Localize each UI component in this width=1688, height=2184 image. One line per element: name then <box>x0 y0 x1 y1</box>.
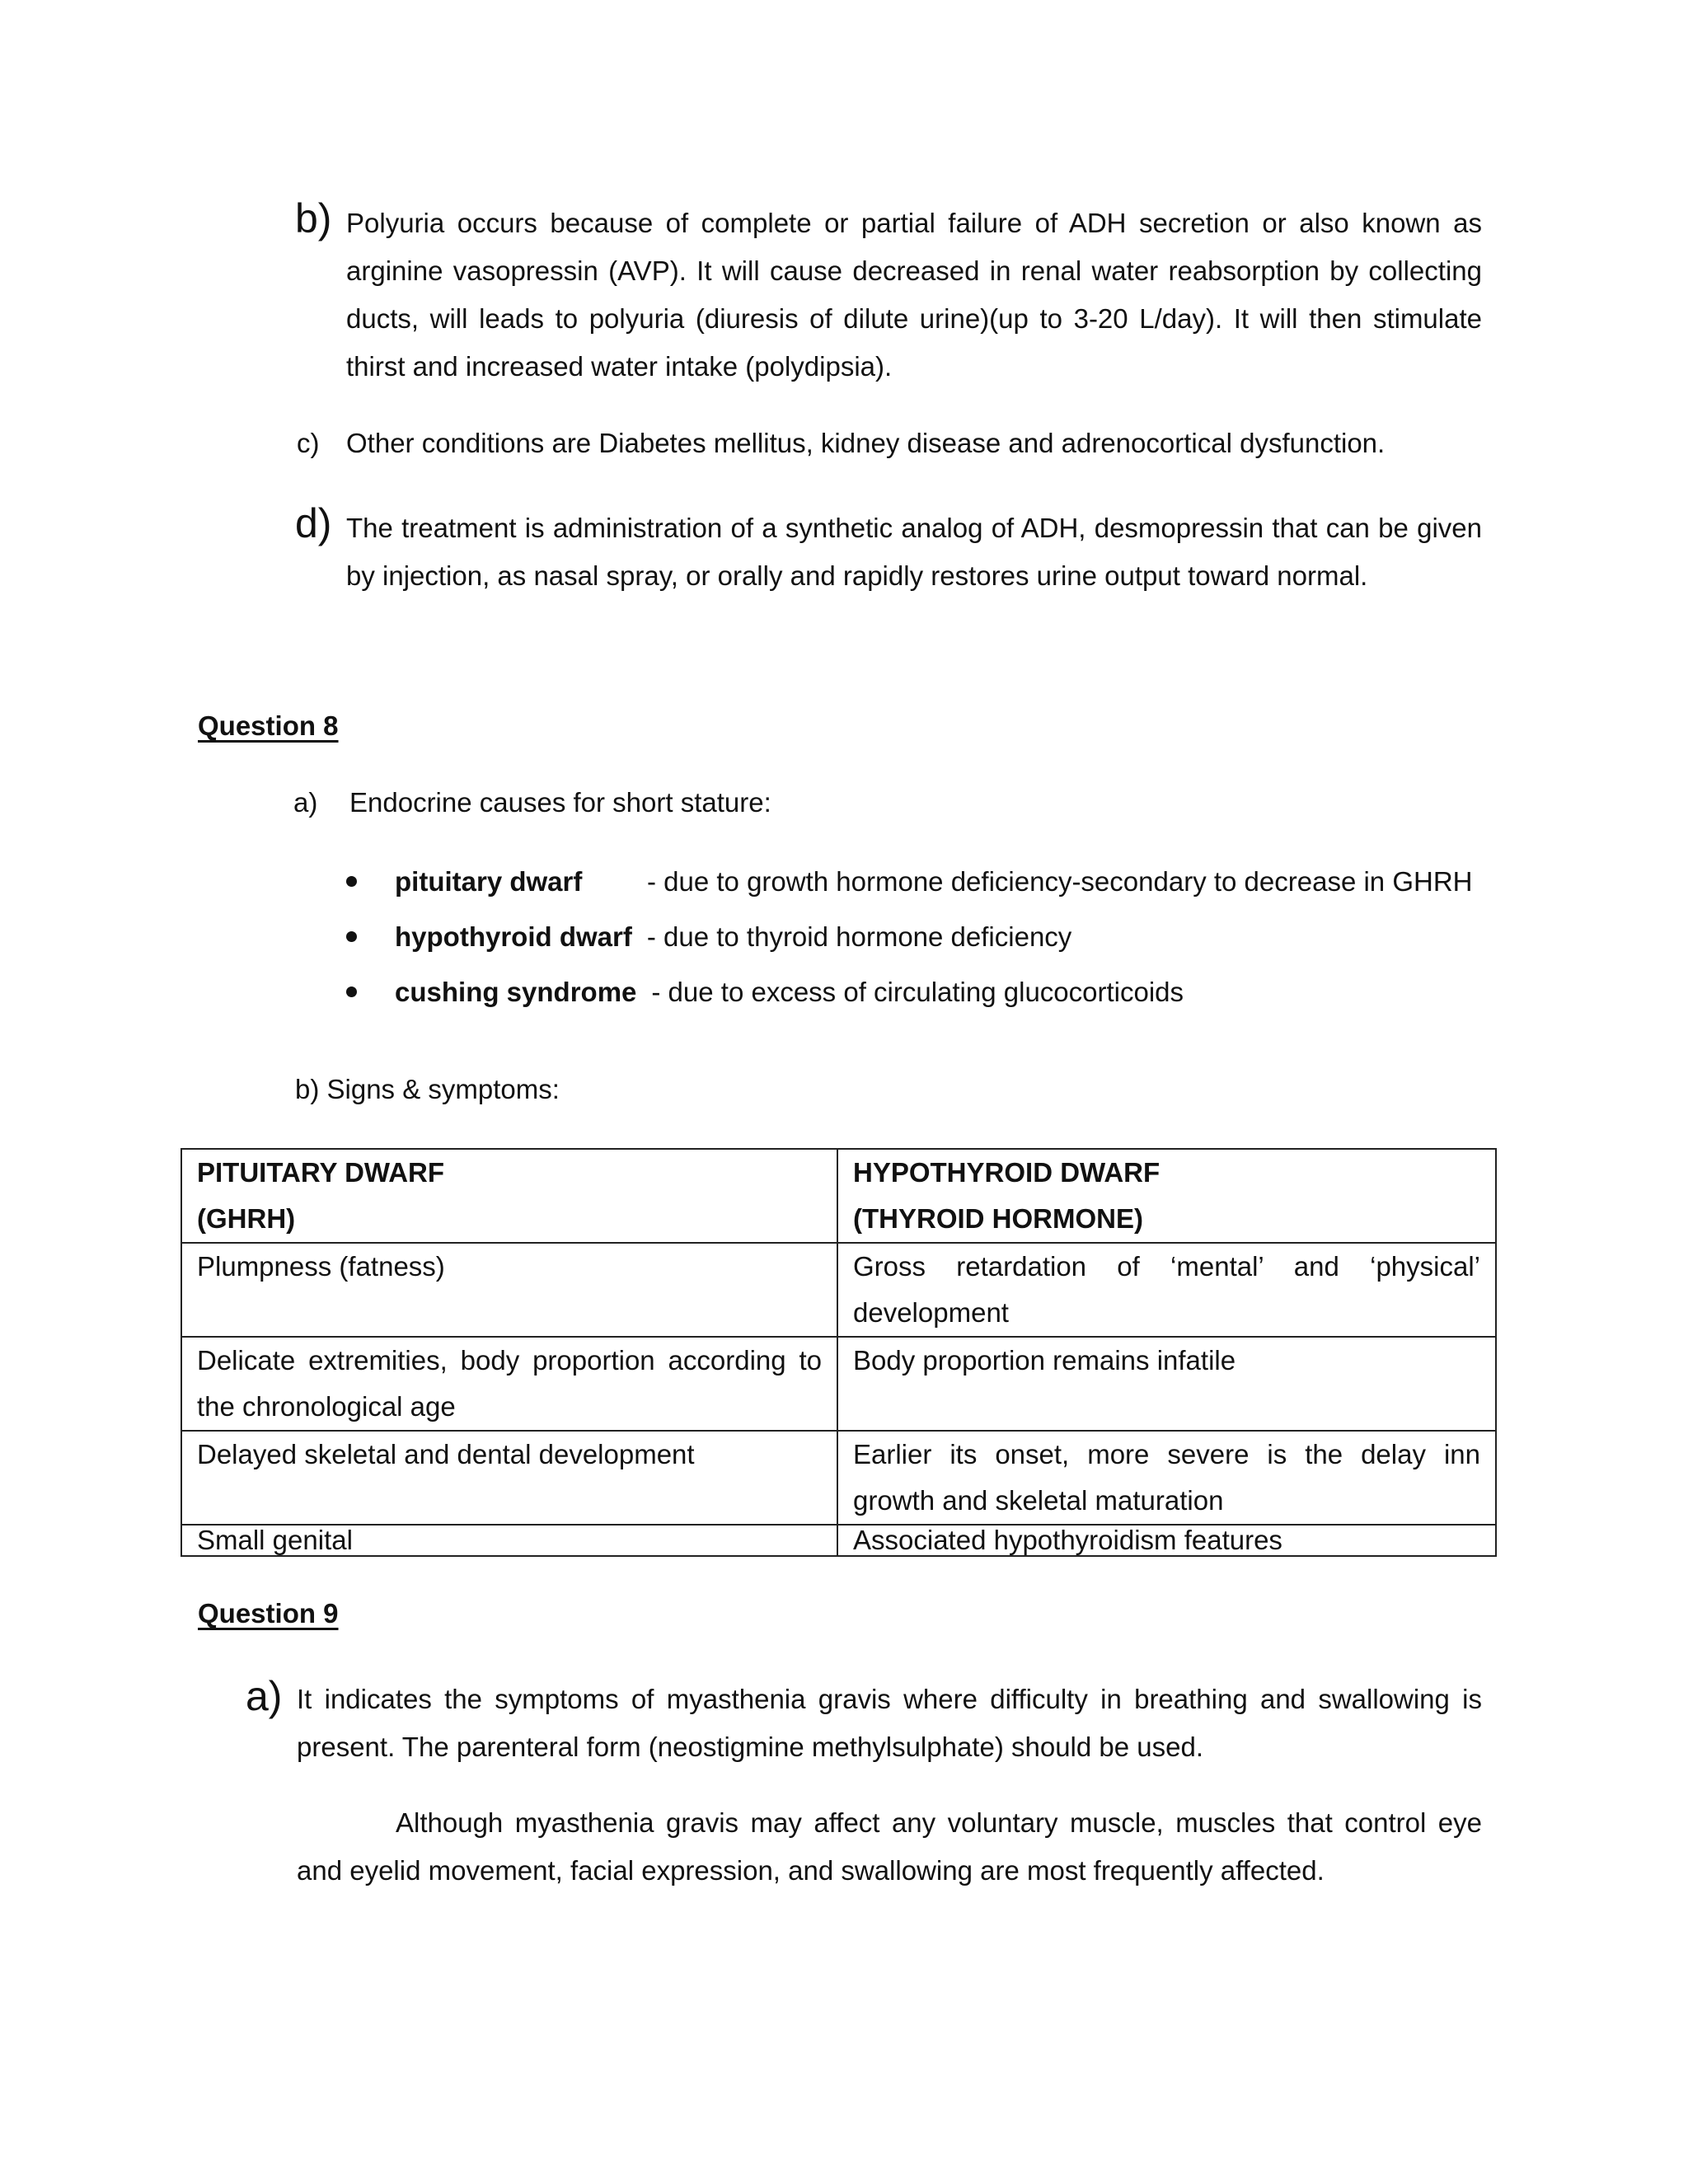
header-line: PITUITARY DWARF <box>197 1157 445 1188</box>
table-cell: Delayed skeletal and dental development <box>181 1431 837 1525</box>
table-row <box>181 1525 1496 1556</box>
table-cell: Small genital <box>181 1525 837 1556</box>
header-line: (GHRH) <box>197 1203 296 1234</box>
bullet-term: hypothyroid dwarf <box>395 921 632 952</box>
bullet-desc: - due to thyroid hormone deficiency <box>646 921 1072 952</box>
bullet-icon <box>346 931 357 942</box>
table-cell: Body proportion remains infatile <box>837 1337 1496 1431</box>
q8-a-text: Endocrine causes for short stature: <box>349 787 771 818</box>
bullet-desc: - due to growth hormone deficiency-secondary to decrease in GHRH <box>647 866 1473 897</box>
item-d-marker: d) <box>295 500 332 546</box>
table-cell: Associated hypothyroidism features <box>837 1525 1496 1556</box>
item-b-text: Polyuria occurs because of complete or partial failure of ADH secretion or also known as arginine vasopressin (AVP). It will cause decreased in renal water reabsorption by collecting ducts, will leads to polyuria (diuresis of dilute urine)(up to 3-20 L/day). It will then stimulate thirst and increased water intake (polydipsia). <box>346 208 1482 382</box>
bullet-term: pituitary dwarf <box>395 866 583 897</box>
q8-a-marker: a) <box>293 787 318 818</box>
q8-b-text: b) Signs & symptoms: <box>295 1074 560 1104</box>
bullet-item <box>346 857 1473 907</box>
question-8-heading: Question 8 <box>198 710 339 741</box>
item-c-marker: c) <box>297 428 320 458</box>
table-row <box>181 1243 1496 1337</box>
table-cell: Plumpness (fatness) <box>181 1243 837 1337</box>
bullet-term: cushing syndrome <box>395 977 637 1007</box>
table-header-row <box>181 1149 1496 1243</box>
item-b-marker: b) <box>295 195 332 241</box>
item-c-text: Other conditions are Diabetes mellitus, kidney disease and adrenocortical dysfunction. <box>346 428 1386 458</box>
bullet-icon <box>346 987 357 997</box>
q9-a-marker: a) <box>246 1673 283 1719</box>
question-9-heading: Question 9 <box>198 1598 339 1629</box>
table-header-pituitary <box>181 1149 837 1243</box>
signs-symptoms-table <box>181 1148 1497 1557</box>
table-cell: Gross retardation of ‘mental’ and ‘physical’ development <box>837 1243 1496 1337</box>
header-line: HYPOTHYROID DWARF <box>853 1157 1160 1188</box>
item-d-text: The treatment is administration of a synthetic analog of ADH, desmopressin that can be given by injection, as nasal spray, or orally and rapidly restores urine output toward normal. <box>346 513 1482 591</box>
table-cell: Delicate extremities, body proportion according to the chronological age <box>181 1337 837 1431</box>
table-header-hypothyroid <box>837 1149 1496 1243</box>
bullet-icon <box>346 876 357 887</box>
table-row <box>181 1431 1496 1525</box>
bullet-item <box>346 912 1071 962</box>
bullet-desc: - due to excess of circulating glucocorticoids <box>651 977 1184 1007</box>
bullet-item <box>346 968 1184 1017</box>
table-cell: Earlier its onset, more severe is the delay inn growth and skeletal maturation <box>837 1431 1496 1525</box>
table-row <box>181 1337 1496 1431</box>
q9-a-text: It indicates the symptoms of myasthenia gravis where difficulty in breathing and swallowing is present. The parenteral form (neostigmine methylsulphate) should be used. <box>297 1684 1482 1762</box>
q9-paragraph: Although myasthenia gravis may affect any voluntary muscle, muscles that control eye and eyelid movement, facial expression, and swallowing are most frequently affected. <box>297 1807 1482 1886</box>
header-line: (THYROID HORMONE) <box>853 1203 1143 1234</box>
